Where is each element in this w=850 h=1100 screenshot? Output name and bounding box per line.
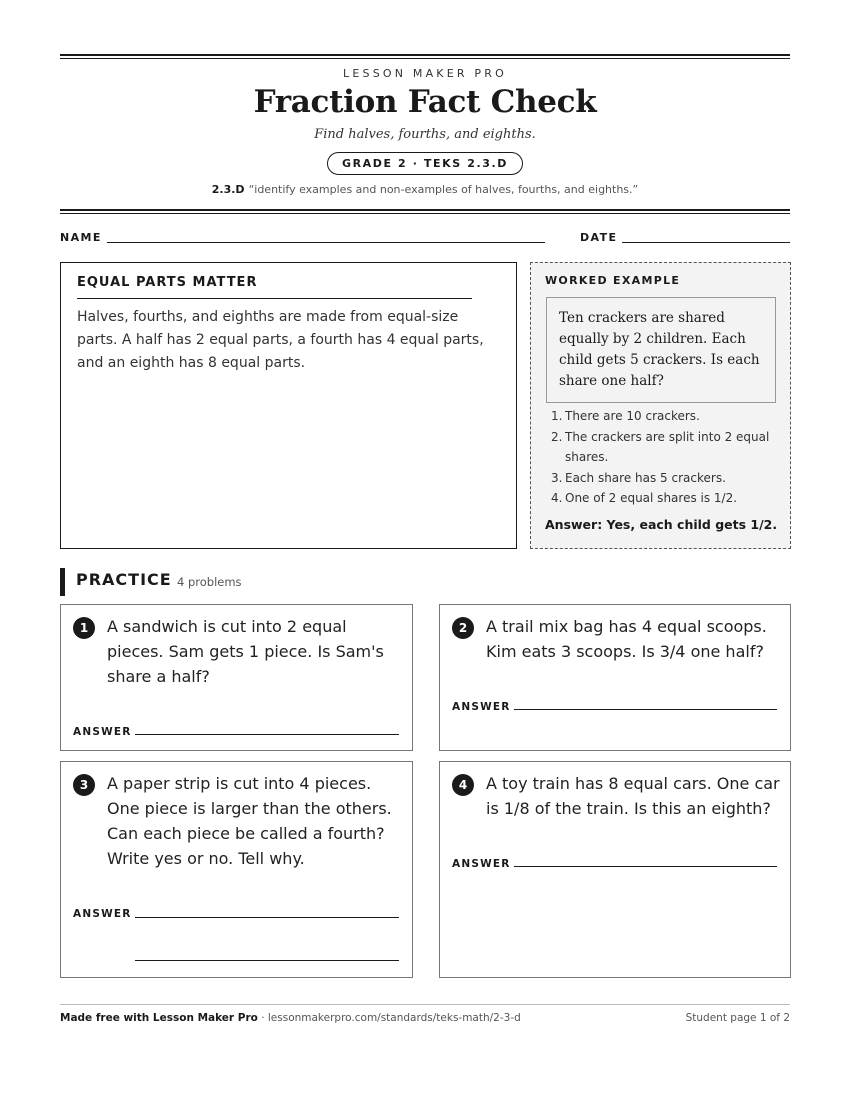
problem-number-badge: 3 — [73, 774, 95, 796]
answer-label: ANSWER — [452, 858, 511, 870]
header-top-rule — [60, 54, 790, 59]
answer-line[interactable] — [514, 709, 777, 710]
practice-heading: PRACTICE — [76, 570, 172, 589]
answer-line[interactable] — [514, 866, 777, 867]
page-subtitle: Find halves, fourths, and eighths. — [314, 127, 536, 142]
problem-number-badge: 1 — [73, 617, 95, 639]
problem-text: A paper strip is cut into 4 pieces. One piece is larger than the others. Can each piece be called a fourth? Write yes or no. Tell why. — [107, 774, 392, 868]
worked-step: 2. The crackers are split into 2 equal shares. — [551, 429, 770, 464]
header-bottom-rule — [60, 209, 790, 214]
problem-card-4 — [439, 761, 791, 978]
intro-title: EQUAL PARTS MATTER — [77, 275, 472, 299]
problem-card-1 — [60, 604, 413, 751]
name-label: NAME — [60, 231, 102, 244]
page-title: Fraction Fact Check — [253, 84, 597, 120]
intro-text: Halves, fourths, and eighths are made from equal-size parts. A half has 2 equal parts, a fourth has 4 equal parts, and an eighth has 8 equal parts. — [77, 309, 484, 371]
brand-name: LESSON MAKER PRO — [343, 67, 507, 80]
practice-accent-bar — [60, 568, 65, 596]
problem-text: A trail mix bag has 4 equal scoops. Kim eats 3 scoops. Is 3/4 one half? — [486, 617, 767, 661]
date-label: DATE — [580, 231, 618, 244]
worksheet-page — [60, 0, 790, 1100]
problem-card-3 — [60, 761, 413, 978]
problem-card-2 — [439, 604, 791, 751]
answer-label: ANSWER — [73, 726, 132, 738]
problem-text: A sandwich is cut into 2 equal pieces. Sam gets 1 piece. Is Sam's share a half? — [107, 617, 384, 686]
answer-label: ANSWER — [73, 908, 132, 920]
footer-url[interactable]: · lessonmakerpro.com/standards/teks-math/2-3-d — [257, 1012, 521, 1024]
worked-example-box — [530, 262, 791, 549]
standard-text: “identify examples and non-examples of halves, fourths, and eighths.” — [248, 183, 639, 196]
worked-example-problem: Ten crackers are shared equally by 2 children. Each child gets 5 crackers. Is each share one half? — [546, 297, 776, 403]
worked-step: 3. Each share has 5 crackers. — [551, 470, 726, 485]
footer-made-with: Made free with Lesson Maker Pro — [60, 1012, 258, 1024]
footer-page-number: Student page 1 of 2 — [685, 1012, 790, 1024]
footer-credit — [60, 1012, 521, 1024]
worked-step: 1. There are 10 crackers. — [551, 409, 700, 423]
standard-code: 2.3.D — [211, 183, 245, 196]
worked-example-answer: Answer: Yes, each child gets 1/2. — [545, 517, 778, 532]
worked-example-title: WORKED EXAMPLE — [545, 274, 681, 287]
intro-box — [60, 262, 517, 549]
problem-text: A toy train has 8 equal cars. One car is 1/8 of the train. Is this an eighth? — [486, 774, 780, 818]
answer-line[interactable] — [135, 917, 399, 918]
grade-badge: GRADE 2 · TEKS 2.3.D — [327, 152, 523, 175]
name-field[interactable] — [107, 242, 545, 243]
footer-rule — [60, 1004, 790, 1005]
standard-description — [60, 183, 790, 196]
answer-line-extra[interactable] — [135, 960, 399, 961]
worked-example-steps — [551, 406, 779, 509]
answer-line[interactable] — [135, 734, 399, 735]
problem-number-badge: 2 — [452, 617, 474, 639]
date-field[interactable] — [622, 242, 790, 243]
practice-count: 4 problems — [177, 575, 242, 589]
answer-label: ANSWER — [452, 701, 511, 713]
worked-step: 4. One of 2 equal shares is 1/2. — [551, 491, 738, 505]
problem-number-badge: 4 — [452, 774, 474, 796]
